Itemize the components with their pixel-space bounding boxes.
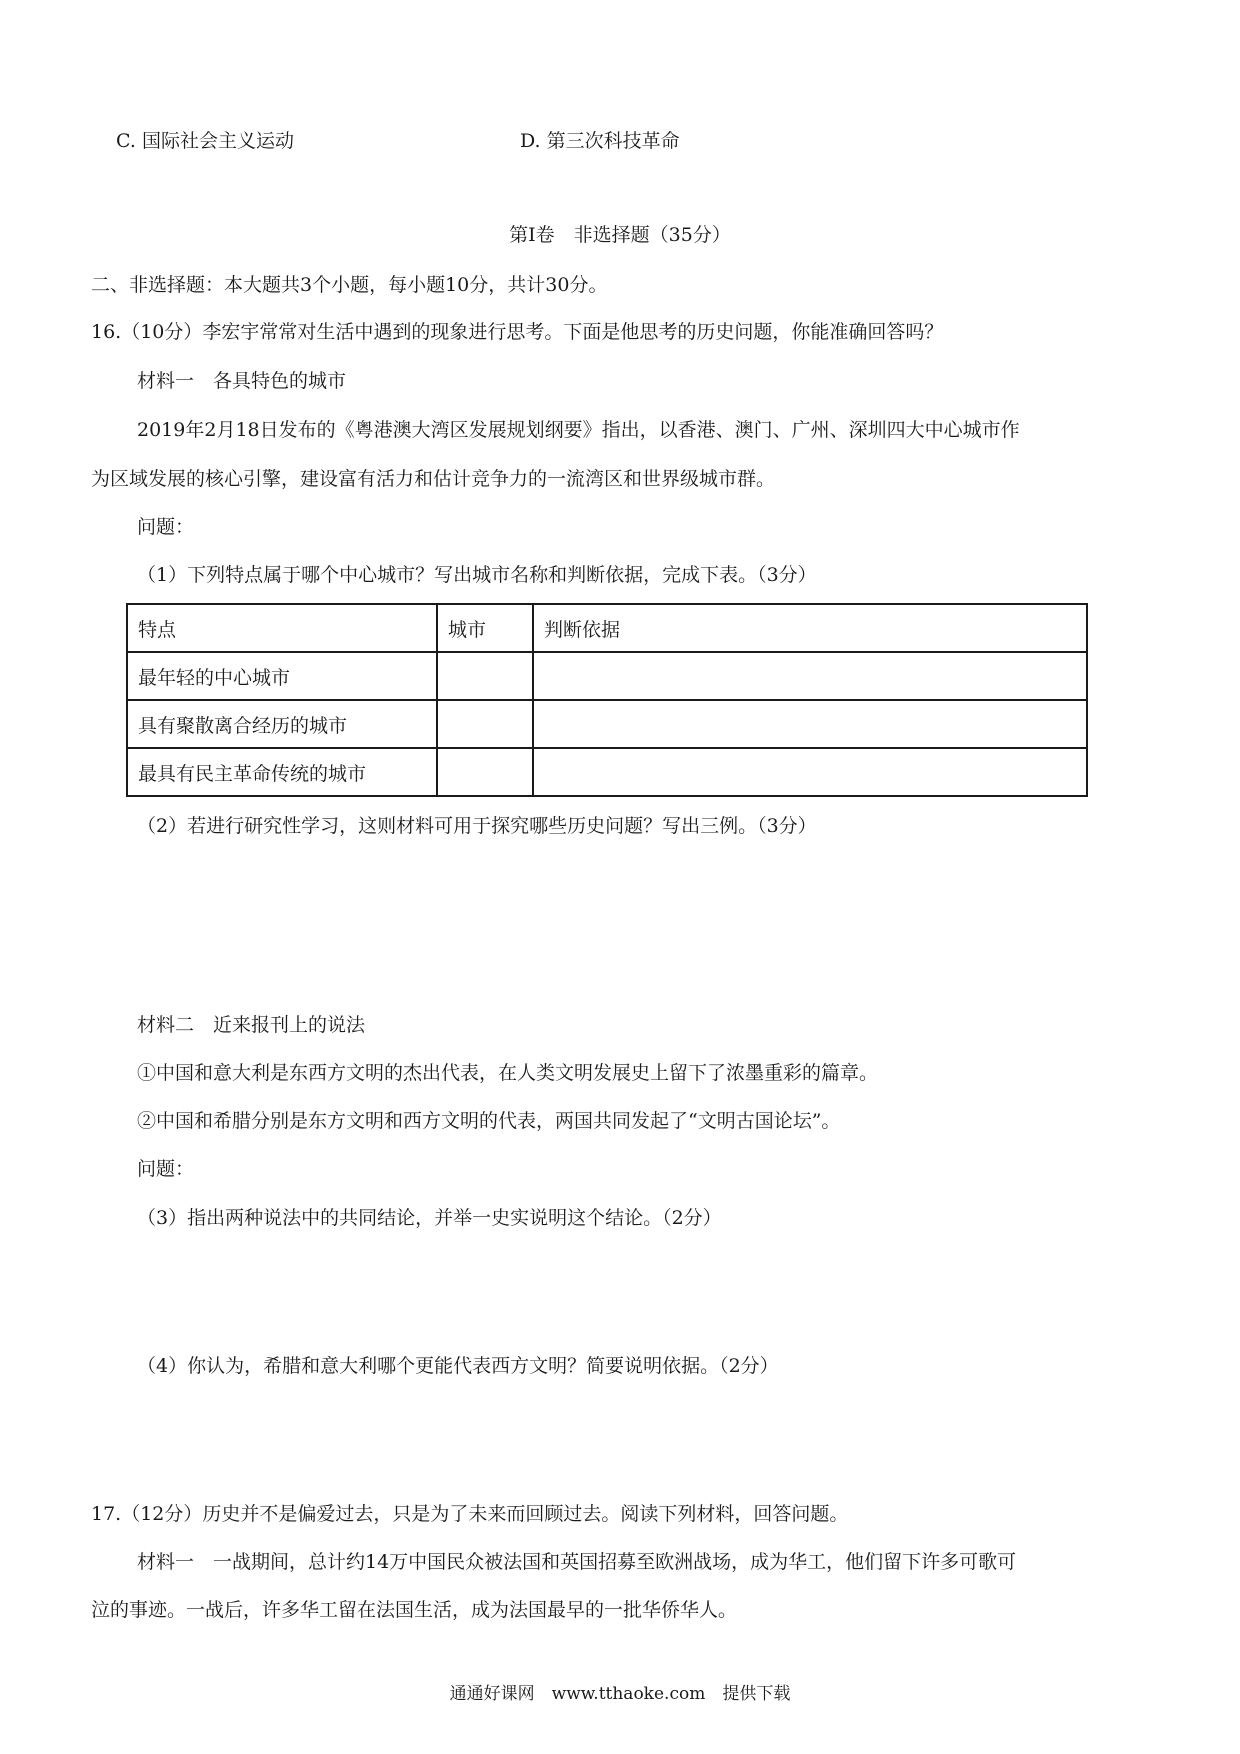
table-header-cell: 特点 bbox=[127, 604, 437, 652]
q16-material2-line2: ②中国和希腊分别是东方文明和西方文明的代表，两国共同发起了“文明古国论坛”。 bbox=[137, 1110, 841, 1132]
q17-material1-line2: 泣的事迹。一战后，许多华工留在法国生活，成为法国最早的一批华侨华人。 bbox=[91, 1599, 738, 1621]
q16-question-label-2: 问题： bbox=[137, 1158, 195, 1180]
table-cell-city[interactable] bbox=[437, 748, 533, 796]
question-16-stem: 16.（10分）李宏宇常常对生活中遇到的现象进行思考。下面是他思考的历史问题，你能准确回答吗？ bbox=[91, 321, 944, 343]
table-cell-feature: 最具有民主革命传统的城市 bbox=[127, 748, 437, 796]
q16-material1-title: 材料一 各具特色的城市 bbox=[137, 370, 347, 392]
table-header-cell: 判断依据 bbox=[533, 604, 1087, 652]
q16-sub1: （1）下列特点属于哪个中心城市？写出城市名称和判断依据，完成下表。（3分） bbox=[137, 564, 817, 586]
q17-material1-line1: 材料一 一战期间，总计约14万中国民众被法国和英国招募至欧洲战场，成为华工，他们留下许多可歌可 bbox=[137, 1551, 1017, 1573]
q16-material2-title: 材料二 近来报刊上的说法 bbox=[137, 1014, 366, 1036]
city-table bbox=[126, 603, 1088, 797]
table-header-cell: 城市 bbox=[437, 604, 533, 652]
table-cell-city[interactable] bbox=[437, 700, 533, 748]
section-title: 第Ⅰ卷 非选择题（35分） bbox=[509, 224, 731, 246]
part2-instructions: 二、非选择题：本大题共3个小题，每小题10分，共计30分。 bbox=[91, 274, 608, 296]
q16-material1-line1: 2019年2月18日发布的《粤港澳大湾区发展规划纲要》指出，以香港、澳门、广州、深圳四大中心城市作 bbox=[137, 419, 1020, 441]
table-cell-feature: 最年轻的中心城市 bbox=[127, 652, 437, 700]
table-header-row bbox=[127, 604, 1087, 652]
q16-material2-line1: ①中国和意大利是东西方文明的杰出代表，在人类文明发展史上留下了浓墨重彩的篇章。 bbox=[137, 1062, 879, 1084]
q16-question-label: 问题： bbox=[137, 516, 195, 538]
table-cell-basis[interactable] bbox=[533, 700, 1087, 748]
option-c: C. 国际社会主义运动 bbox=[116, 130, 294, 152]
table-cell-feature: 具有聚散离合经历的城市 bbox=[127, 700, 437, 748]
q16-sub4: （4）你认为，希腊和意大利哪个更能代表西方文明？简要说明依据。（2分） bbox=[137, 1355, 779, 1377]
option-d: D. 第三次科技革命 bbox=[520, 130, 680, 152]
question-17-stem: 17.（12分）历史并不是偏爱过去，只是为了未来而回顾过去。阅读下列材料，回答问题。 bbox=[91, 1503, 849, 1525]
table-row bbox=[127, 700, 1087, 748]
table-row bbox=[127, 652, 1087, 700]
table-row bbox=[127, 748, 1087, 796]
q16-sub2: （2）若进行研究性学习，这则材料可用于探究哪些历史问题？写出三例。（3分） bbox=[137, 815, 817, 837]
page-footer: 通通好课网 www.tthaoke.com 提供下载 bbox=[449, 1684, 791, 1704]
table-cell-basis[interactable] bbox=[533, 652, 1087, 700]
q16-material1-line2: 为区域发展的核心引擎，建设富有活力和估计竞争力的一流湾区和世界级城市群。 bbox=[91, 468, 776, 490]
table-cell-basis[interactable] bbox=[533, 748, 1087, 796]
q16-sub3: （3）指出两种说法中的共同结论，并举一史实说明这个结论。（2分） bbox=[137, 1207, 722, 1229]
table-cell-city[interactable] bbox=[437, 652, 533, 700]
